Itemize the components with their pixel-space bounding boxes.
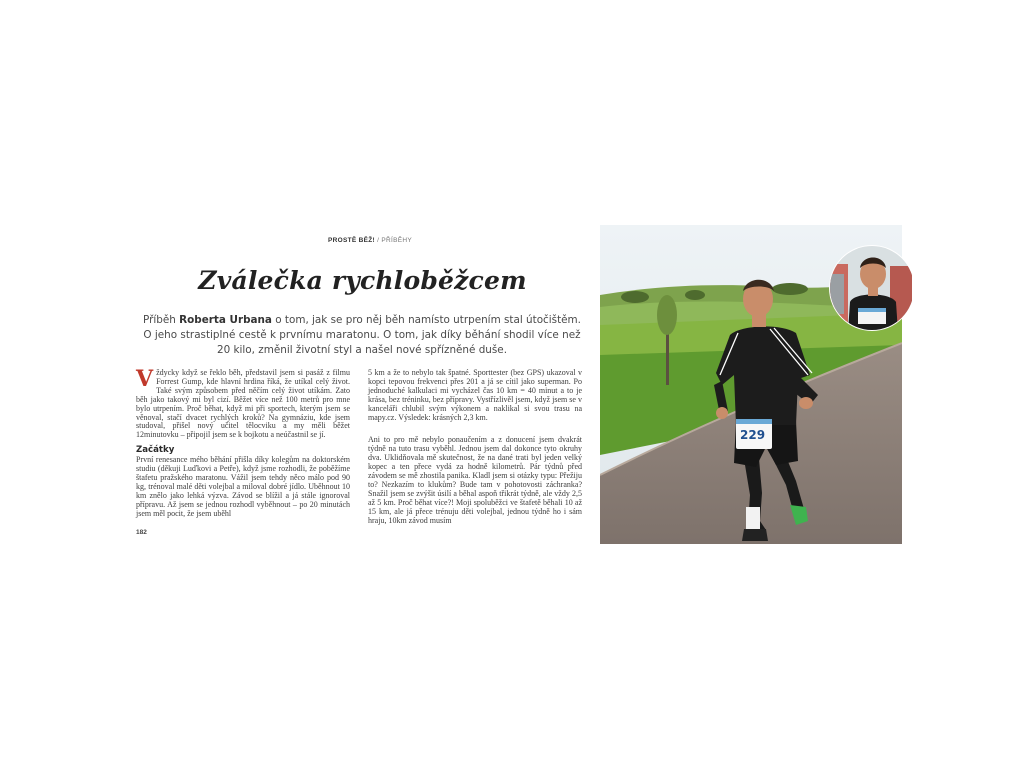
drop-cap: V [136,366,154,392]
lead-text-rest: o tom, jak se pro něj běh namísto utrpením stal útočištěm. O jeho strastiplné cestě k prvnímu maratonu. O tom, jak díky běhání shodil více než 20 kilo, změnil životní styl a našel nové spřízněné duše. [143,314,581,356]
article-lead [142,313,582,358]
paragraph-right-1: 5 km a že to nebylo tak špatné. Sporttester (bez GPS) ukazoval v kopci tepovou frekvenci přes 201 a já se cítil jako superman. Po jednoduché kalkulaci mi vycházel čas 10 km = 40 minut a to je krása, bez tréninku, bez přípravy. Vystřízlivěl jsem, když jsem se v kanceláři chlubil svým výkonem a naklikal si svou trasu na mapy.cz. Výsledek: krásných 2,3 km. [368,368,582,422]
subsection-label: PŘÍBĚHY [381,237,412,244]
paragraph-intro [136,366,350,440]
lead-author-name: Roberta Urbana [179,314,272,326]
text-column-right [368,369,582,532]
section-subheading: Začátky [136,445,175,456]
section-kicker [328,237,412,244]
inset-portrait-photo [828,244,912,332]
paragraph-intro-text: ždycky když se řeklo běh, představil jsem si pasáž z filmu Forrest Gump, kde hlavní hrdina říká, že utíkal celý život. Také svým způsobem před něčím celý život utíkám. Zato běh jako takový mi byl cizí. Běžet více než 100 metrů pro mne bylo utrpením. Proč běhat, když mi při sportech, kterým jsem se věnoval, stačí dvacet rychlých kroků? Na gymnáziu, kde jsem studoval, přišel nový učitel tělocviku a my měli běžet 12minutovku – připojil jsem se k bojkotu a neúčastnil se jí. [136,368,350,440]
text-column-left [136,366,350,525]
page-number: 182 [136,529,147,536]
paragraph-beginnings: První renesance mého běhání přišla díky kolegům na doktorském studiu (děkuji Luďkovi a Petře), když jsme rozhodli, že poběžíme štafetu pražského maratonu. Vážil jsem tehdy něco málo pod 90 kg, trénoval malé děti volejbal a miloval dobré jídlo. Uběhnout 10 km znělo jako lehká výzva. Závod se blížil a já stále ignoroval přípravu. Až jsem se jednou rozhodl vyběhnout – po 20 minutách jsem měl pocit, že jsem uběhl [136,455,350,518]
bib-number: 229 [740,428,766,442]
section-label: PROSTĚ BĚŽ! [328,237,375,244]
article-title: Zválečka rychloběžcem [198,266,527,295]
paragraph-right-2: Ani to pro mě nebylo ponaučením a z donucení jsem dvakrát týdně na tuto trasu vyběhl. Jednou jsem dal dokonce tyto okruhy dva. Uklidňovala mě skutečnost, že na dané trati byl jeden velký kopec a ten přece vydá za hodně kilometrů. Pár týdnů před závodem se mě zhostila panika. Kladl jsem si otázky typu: Přežiju to? Nezkazím to klukům? Bude tam v pohotovosti záchranka? Snažil jsem se zvýšit úsilí a běhal aspoň třikrát týdně, ale vždy 2,5 až 5 km. Proč běhat více?! Moji spoluběžci ve štafetě běhali 10 až 15 km, ale já přece trénuju děti volejbal, jednou týdně ho i sám hraju, 10km závod musím [368,435,582,525]
lead-text-start: Příběh [143,314,180,326]
kicker-separator: / [375,237,382,244]
